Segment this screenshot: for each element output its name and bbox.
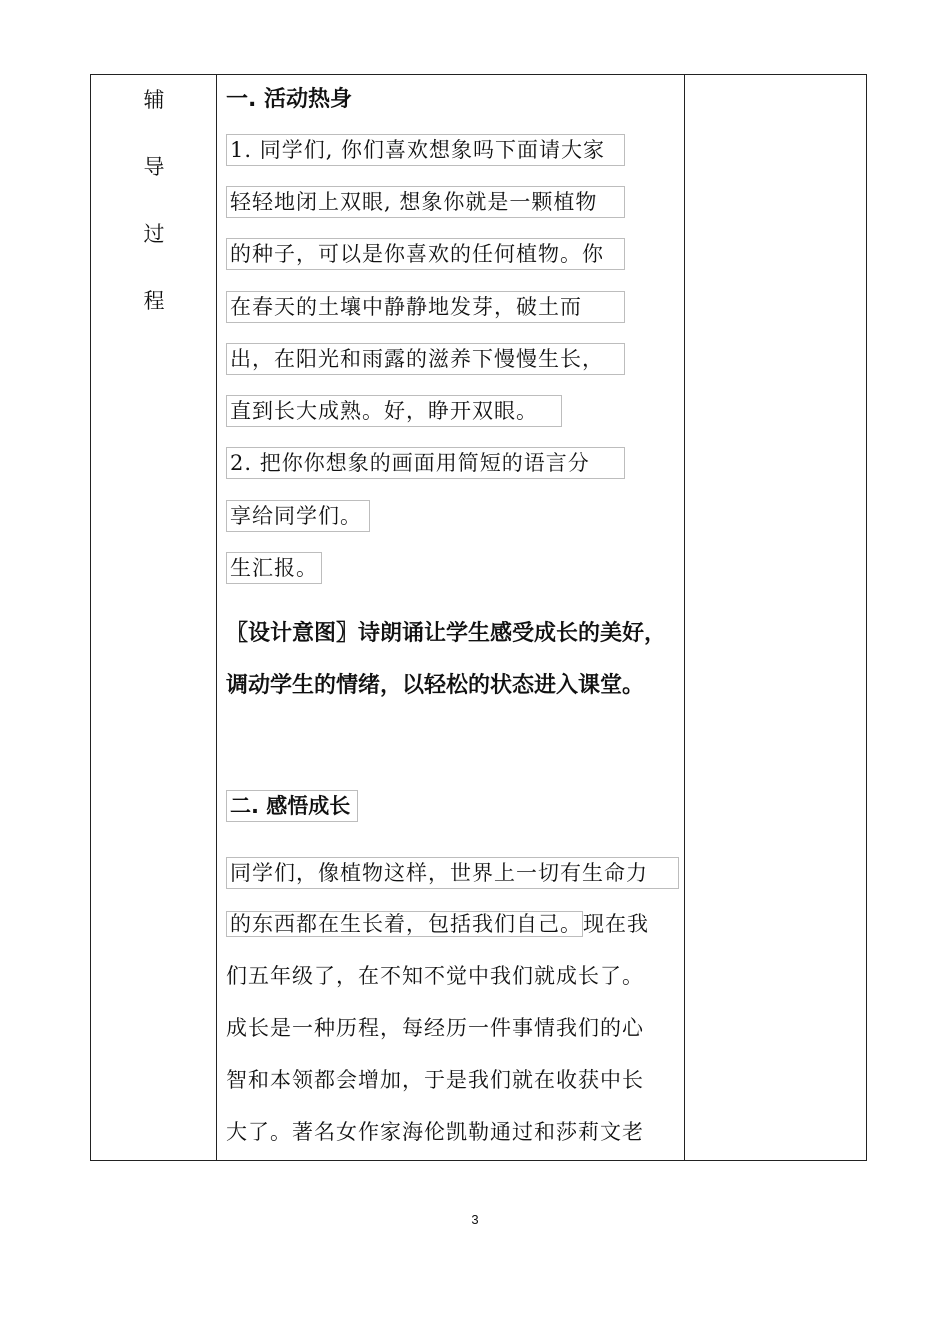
text-line: 2. 把你你想象的画面用简短的语言分 xyxy=(226,447,625,479)
boxed-span: 的东西都在生长着，包括我们自己。 xyxy=(226,911,583,937)
section-heading: 二. 感悟成长 xyxy=(226,790,358,822)
text-line: 的种子，可以是你喜欢的任何植物。你 xyxy=(226,238,625,270)
text-line: 轻轻地闭上双眼, 想象你就是一颗植物 xyxy=(226,186,625,218)
lesson-table xyxy=(90,74,867,1161)
text-line: 出，在阳光和雨露的滋养下慢慢生长， xyxy=(226,343,625,375)
text-line: 享给同学们。 xyxy=(226,500,370,532)
text-line: 智和本领都会增加，于是我们就在收获中长 xyxy=(226,1068,644,1092)
text-line: 1. 同学们, 你们喜欢想象吗下面请大家 xyxy=(226,134,625,166)
text-line: 生汇报。 xyxy=(226,552,322,584)
text-line: 们五年级了，在不知不觉中我们就成长了。 xyxy=(226,964,644,988)
text-line: 大了。著名女作家海伦凯勒通过和莎莉文老 xyxy=(226,1120,644,1144)
page-number: 3 xyxy=(471,1212,479,1227)
design-intent: 〖设计意图〗诗朗诵让学生感受成长的美好，调动学生的情绪，以轻松的状态进入课堂。 xyxy=(226,621,667,698)
text-span: 现在我 xyxy=(583,912,649,936)
text-line: 在春天的土壤中静静地发芽，破土而 xyxy=(226,291,625,323)
text-line: 同学们，像植物这样，世界上一切有生命力 xyxy=(226,857,679,889)
label-char: 辅 xyxy=(143,88,165,112)
label-char: 导 xyxy=(143,155,165,179)
label-char: 过 xyxy=(143,222,165,246)
text-line: 直到长大成熟。好，睁开双眼。 xyxy=(226,395,562,427)
text-line xyxy=(226,909,649,939)
section-heading: 一. 活动热身 xyxy=(226,87,353,112)
label-char: 程 xyxy=(143,289,165,313)
text-line: 成长是一种历程，每经历一件事情我们的心 xyxy=(226,1016,644,1040)
